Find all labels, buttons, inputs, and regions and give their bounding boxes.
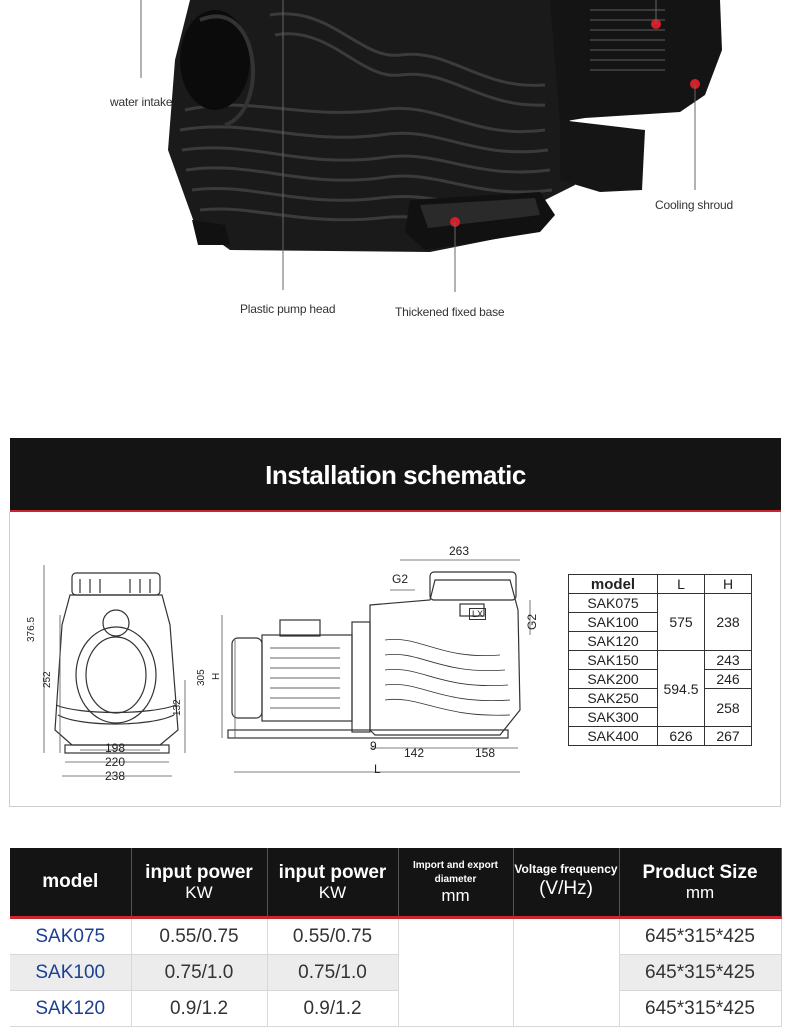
- spec-header-voltage: [513, 848, 619, 918]
- spec-header-unit: mm: [685, 883, 715, 902]
- spec-header-unit: KW: [185, 883, 213, 902]
- installation-header: [10, 438, 781, 513]
- size-header-l: L: [658, 575, 705, 594]
- size-l-group: 575: [658, 594, 705, 651]
- spec-cell-diameter: [398, 918, 513, 1027]
- spec-cell-model: SAK120: [10, 991, 131, 1027]
- spec-header-label: input power: [278, 862, 387, 883]
- size-h-group: 243: [705, 651, 752, 670]
- dim-front-mid: 252: [42, 671, 53, 688]
- size-h-group: 258: [705, 689, 752, 727]
- dim-side-9: 9: [370, 739, 377, 753]
- table-row: [10, 955, 781, 991]
- spec-table: [10, 848, 782, 1027]
- size-h-group: 267: [705, 727, 752, 746]
- spec-cell-power: 0.55/0.75: [267, 918, 398, 955]
- spec-header-unit: (V/Hz): [539, 878, 593, 899]
- size-row-model: SAK150: [569, 651, 658, 670]
- spec-cell-power: 0.9/1.2: [267, 991, 398, 1027]
- spec-header-unit: KW: [318, 883, 347, 902]
- spec-header-unit: mm: [441, 886, 470, 905]
- model-size-table: [568, 574, 752, 746]
- spec-header-model: [10, 848, 131, 918]
- dim-front-height: 376.5: [26, 616, 37, 642]
- size-h-group: 238: [705, 594, 752, 651]
- dim-side-g2-right: G2: [525, 613, 539, 630]
- spec-cell-size: 645*315*425: [619, 991, 781, 1027]
- dim-side-158: 158: [475, 746, 496, 760]
- dim-side-g2-top: G2: [392, 572, 409, 586]
- spec-cell-power: 0.55/0.75: [131, 918, 267, 955]
- spec-header-label: Import and export diameter: [412, 860, 498, 885]
- callout-plastic-pump-head: Plastic pump head: [240, 302, 336, 316]
- size-row-model: SAK200: [569, 670, 658, 689]
- installation-title: Installation schematic: [265, 460, 526, 490]
- dim-side-l: L: [374, 762, 381, 776]
- spec-header-product-size: [619, 848, 781, 918]
- spec-cell-model: SAK075: [10, 918, 131, 955]
- dim-front-base: 132: [172, 699, 183, 716]
- size-row-model: SAK300: [569, 708, 658, 727]
- size-l-group: 626: [658, 727, 705, 746]
- spec-cell-voltage: [513, 918, 619, 1027]
- dim-side-top: 263: [449, 544, 470, 558]
- spec-header-input-power-1: [131, 848, 267, 918]
- size-h-group: 246: [705, 670, 752, 689]
- spec-cell-power: 0.9/1.2: [131, 991, 267, 1027]
- spec-header-label: Voltage frequency: [514, 862, 618, 876]
- size-l-group: 594.5: [658, 651, 705, 727]
- spec-header-diameter: [398, 848, 513, 918]
- dim-side-h: H: [211, 672, 222, 680]
- dim-side-142: 142: [404, 746, 425, 760]
- dim-front-w3: 238: [105, 769, 126, 783]
- size-header-model: model: [569, 575, 658, 594]
- spec-cell-model: SAK100: [10, 955, 131, 991]
- spec-header-input-power-2: [267, 848, 398, 918]
- spec-cell-size: 645*315*425: [619, 918, 781, 955]
- spec-header-model-label: model: [42, 871, 99, 892]
- size-row-model: SAK250: [569, 689, 658, 708]
- spec-cell-size: 645*315*425: [619, 955, 781, 991]
- callout-cooling-shroud: Cooling shroud: [655, 198, 733, 212]
- spec-header-label: input power: [145, 862, 253, 883]
- size-row-model: SAK075: [569, 594, 658, 613]
- spec-cell-power: 0.75/1.0: [267, 955, 398, 991]
- table-row: [10, 991, 781, 1027]
- spec-header-label: Product Size: [642, 862, 758, 883]
- size-row-model: SAK400: [569, 727, 658, 746]
- size-row-model: SAK100: [569, 613, 658, 632]
- product-photo-section: [0, 0, 790, 400]
- dim-front-w2: 220: [105, 755, 126, 769]
- dim-side-h-total: 305: [196, 669, 207, 686]
- dim-front-w1: 198: [105, 741, 126, 755]
- size-header-h: H: [705, 575, 752, 594]
- spec-header-row: [10, 848, 781, 918]
- dim-lx: LX: [469, 608, 486, 620]
- callout-water-intake: water intake: [110, 95, 173, 109]
- spec-cell-power: 0.75/1.0: [131, 955, 267, 991]
- size-row-model: SAK120: [569, 632, 658, 651]
- table-row: [10, 918, 781, 955]
- callout-thickened-fixed-base: Thickened fixed base: [395, 305, 505, 319]
